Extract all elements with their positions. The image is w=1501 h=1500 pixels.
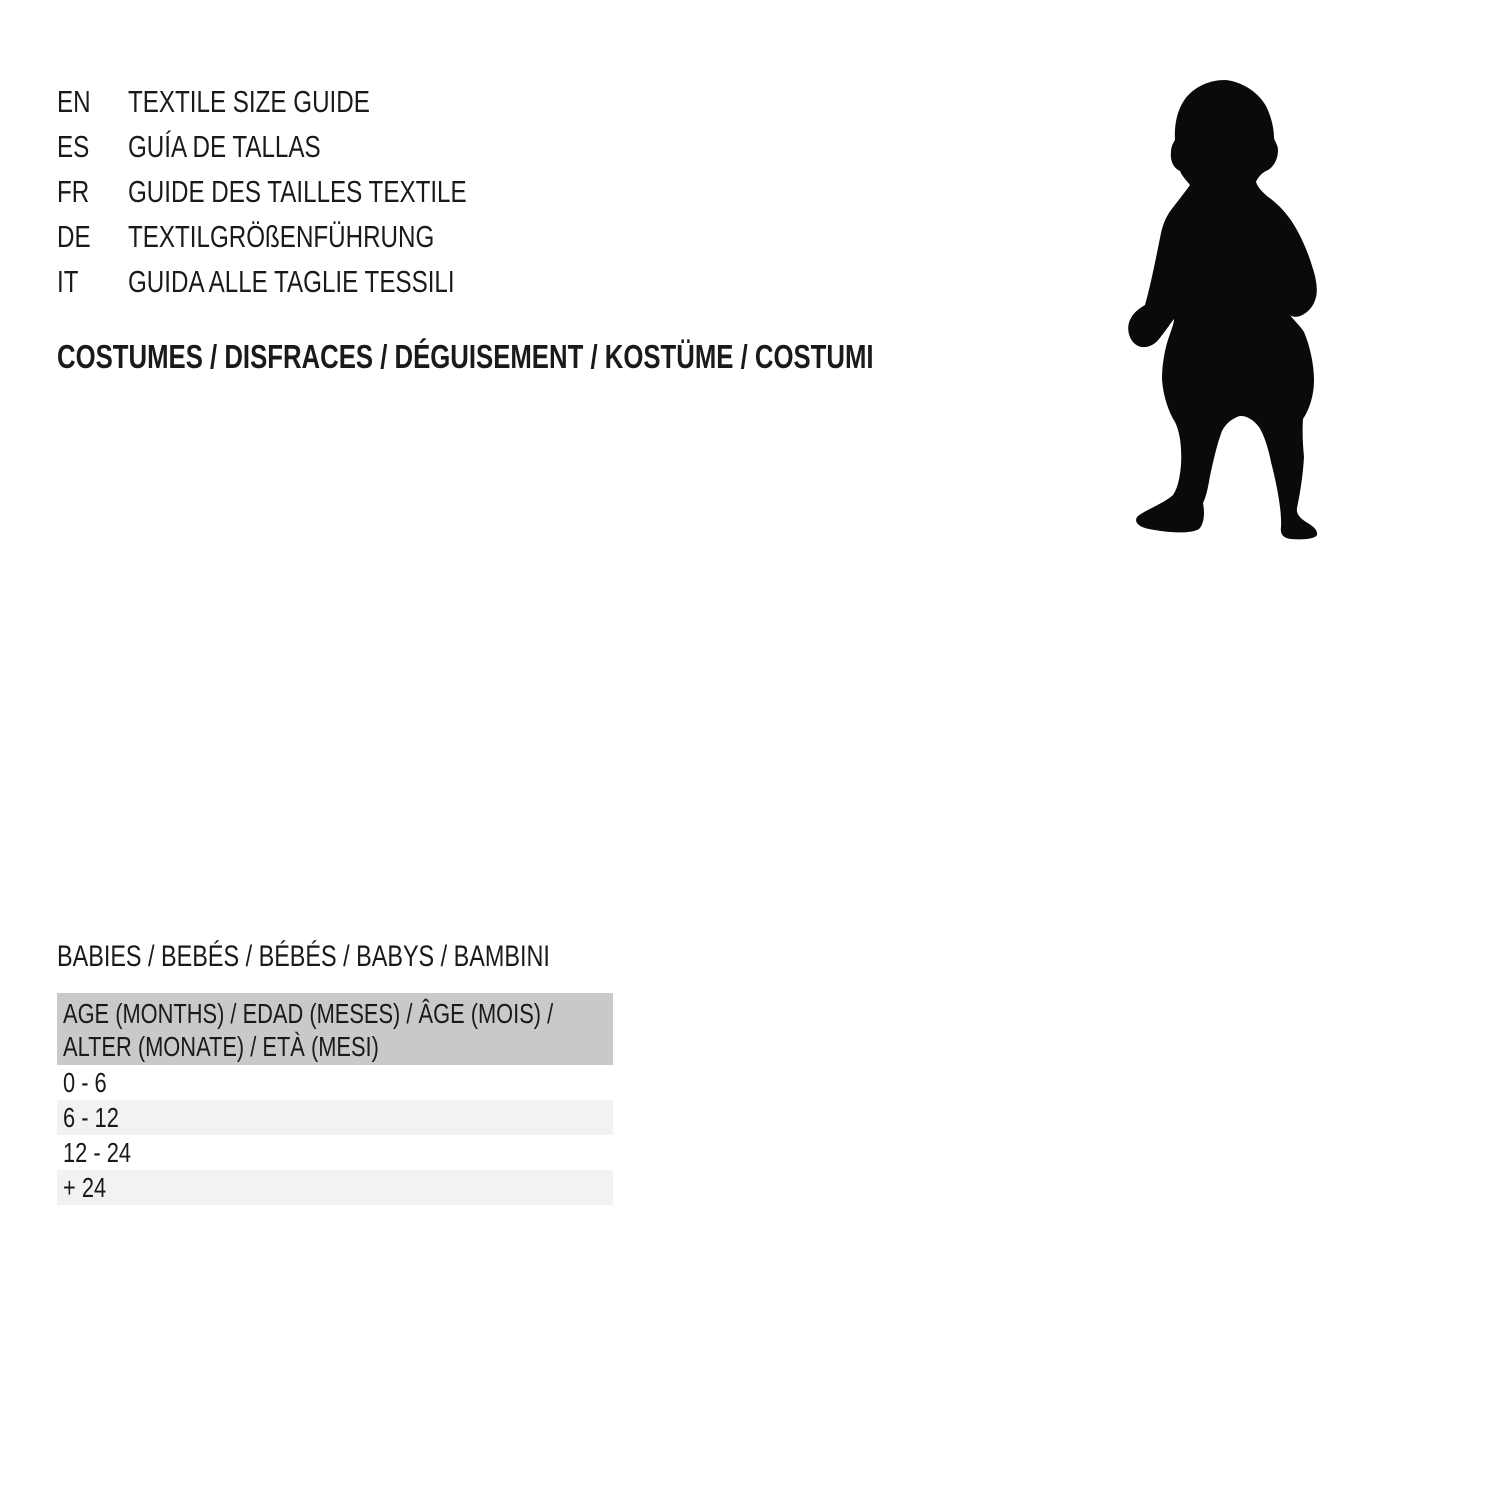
- lang-label: GUIDA ALLE TAGLIE TESSILI: [128, 264, 455, 299]
- lang-label: GUÍA DE TALLAS: [128, 129, 321, 164]
- table-row: 6 - 12: [57, 1100, 613, 1135]
- size-table: [57, 993, 613, 1205]
- header-line-2: ALTER (MONATE) / ETÀ (MESI): [63, 1031, 379, 1062]
- category-title: COSTUMES / DISFRACES / DÉGUISEMENT / KOSTÜME / COSTUMI: [57, 338, 874, 375]
- lang-code: FR: [57, 174, 90, 209]
- table-row: 0 - 6: [63, 1066, 107, 1098]
- lang-code: ES: [57, 129, 90, 164]
- size-table-header: [57, 993, 613, 1065]
- table-row: 12 - 24: [63, 1136, 131, 1168]
- baby-silhouette-icon: [1125, 78, 1325, 543]
- lang-label: TEXTILGRÖßENFÜHRUNG: [128, 219, 435, 254]
- lang-code: EN: [57, 84, 91, 119]
- size-section-heading: BABIES / BEBÉS / BÉBÉS / BABYS / BAMBINI: [57, 940, 550, 973]
- lang-label: GUIDE DES TAILLES TEXTILE: [128, 174, 467, 209]
- baby-silhouette-figure: [1125, 78, 1325, 543]
- table-row: + 24: [57, 1170, 613, 1205]
- lang-label: TEXTILE SIZE GUIDE: [128, 84, 370, 119]
- header-line-1: AGE (MONTHS) / EDAD (MESES) / ÂGE (MOIS) /: [63, 998, 554, 1029]
- lang-code: DE: [57, 219, 91, 254]
- lang-code: IT: [57, 264, 79, 299]
